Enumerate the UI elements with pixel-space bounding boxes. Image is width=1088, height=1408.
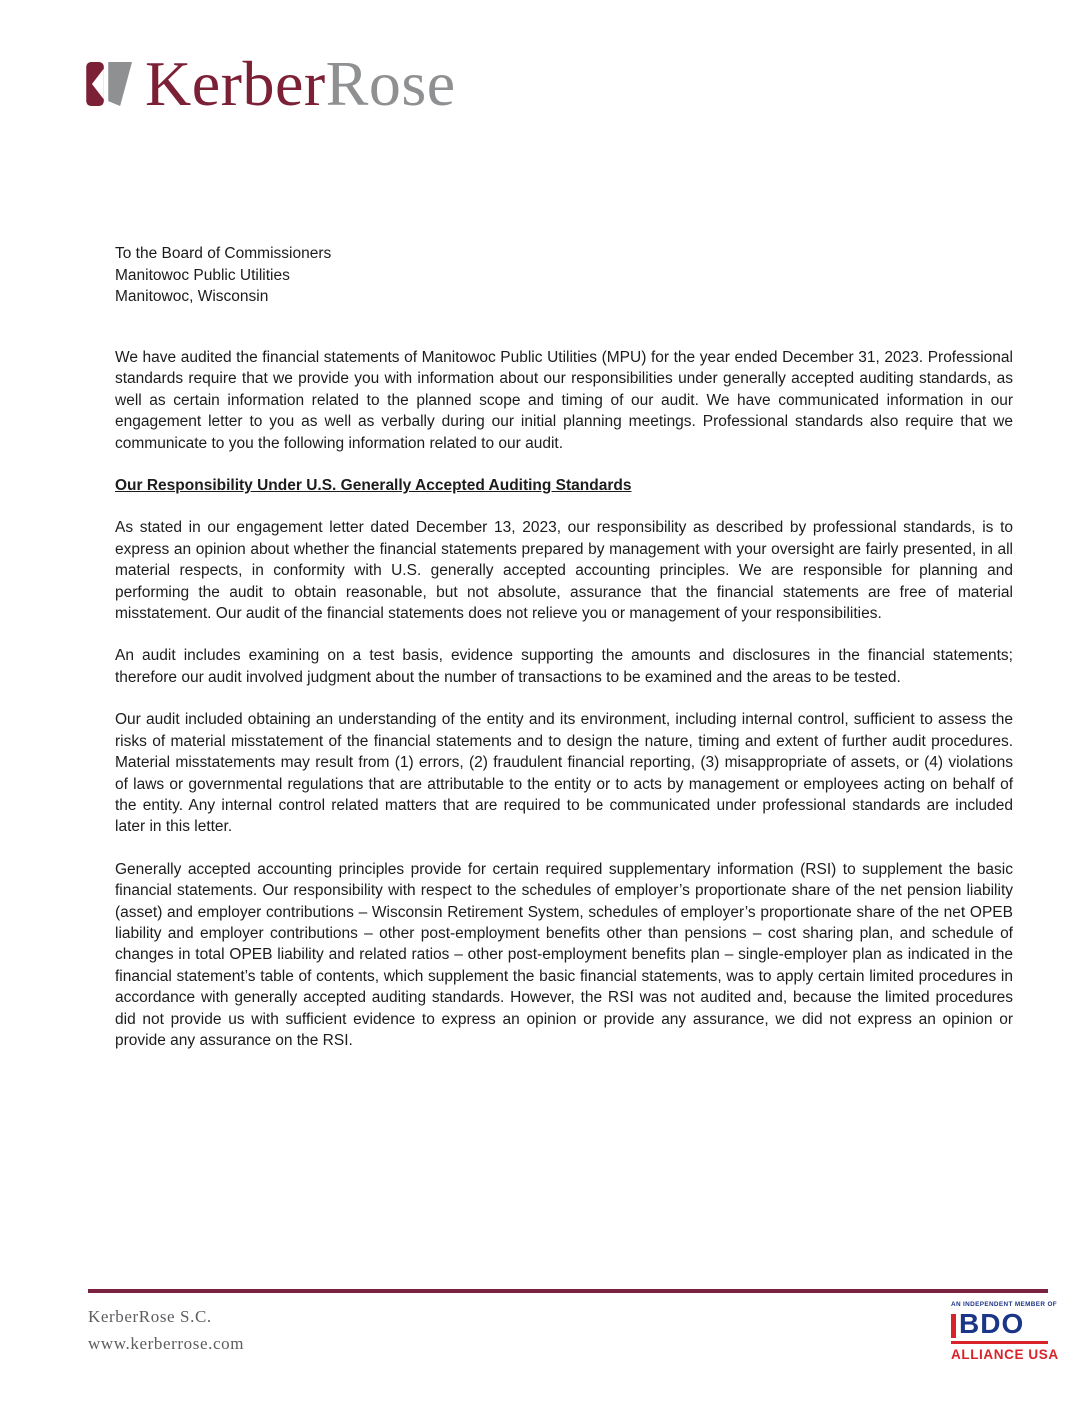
footer-website: www.kerberrose.com <box>88 1334 245 1353</box>
bdo-red-rule <box>951 1341 1048 1344</box>
section-paragraph-1: As stated in our engagement letter dated December 13, 2023, our responsibility as described by professional standards, is to express an opinion about whether the financial statements prepared by management with your oversight are fairly presented, in all material respects, in conformity with U.S. generally accepted accounting principles. We are responsible for planning and performing the audit to obtain reasonable, but not absolute, assurance that the financial statements are free of material misstatement. Our audit of the financial statements does not relieve you or management of your responsibilities. <box>115 519 1013 623</box>
intro-paragraph: We have audited the financial statements of Manitowoc Public Utilities (MPU) for the year ended December 31, 2023. Professional standards require that we provide you with information about our responsibilities under generally accepted auditing standards, as well as certain information related to the planned scope and timing of our audit. We have communicated information in our engagement letter to you as well as verbally during our initial planning meetings. Professional standards also require that we communicate to you the following information related to our audit. <box>115 349 1013 452</box>
section-paragraph-3: Our audit included obtaining an understanding of the entity and its environment, including internal control, sufficient to assess the risks of material misstatement of the financial statements and to design the nature, timing and extent of further audit procedures. Material misstatements may result from (1) errors, (2) fraudulent financial reporting, (3) misappropriate of assets, or (4) violations of laws or governmental regulations that are attributable to the entity or to acts by management or employees acting on behalf of the entity. Any internal control related matters that are required to be communicated under professional standards are included later in this letter. <box>115 711 1013 836</box>
footer-firm-info <box>88 1303 244 1357</box>
bdo-wordmark-row <box>951 1310 1048 1338</box>
recipient-line-3: Manitowoc, Wisconsin <box>115 288 269 305</box>
kerberrose-k-mark-icon <box>86 62 134 106</box>
section-heading: Our Responsibility Under U.S. Generally Accepted Auditing Standards <box>115 477 632 495</box>
recipient-line-2: Manitowoc Public Utilities <box>115 266 290 284</box>
bdo-alliance-text: ALLIANCE USA <box>951 1347 1059 1362</box>
letter-body <box>115 347 1013 1072</box>
logo-text-kerber: Kerber <box>145 48 326 119</box>
section-paragraph-4: Generally accepted accounting principles provide for certain required supplementary information (RSI) to supplement the basic financial statements. Our responsibility with respect to the schedules of employer’s proportionate share of the net pension liability (asset) and employer contributions – Wisconsin Retirement System, schedules of employer’s proportionate share of the net OPEB liability and employer contributions – other post-employment benefits other than pensions – cost sharing plan, and schedule of changes in total OPEB liability and related ratios – other post-employment benefits plan – single-employer plan as indicated in the financial statement’s table of contents, which supplement the basic financial statements, was to apply certain limited procedures in accordance with generally accepted auditing standards. However, the RSI was not audited and, because the limited procedures did not provide us with sufficient evidence to express an opinion or provide any assurance, we did not express an opinion or provide any assurance on the RSI. <box>115 860 1013 1049</box>
kerberrose-logo-text <box>145 48 456 119</box>
recipient-address-block <box>115 243 331 308</box>
bdo-wordmark: BDO <box>959 1308 1025 1339</box>
footer-divider-rule <box>88 1289 1048 1293</box>
kerberrose-logo <box>86 48 456 119</box>
recipient-line-1: To the Board of Commissioners <box>115 245 332 262</box>
logo-text-rose: Rose <box>325 48 456 119</box>
section-paragraph-2: An audit includes examining on a test basis, evidence supporting the amounts and disclosures in the financial statements; therefore our audit involved judgment about the number of transactions to be examined and the areas to be tested. <box>115 647 1013 686</box>
bdo-red-bar-icon <box>951 1314 956 1338</box>
bdo-alliance-logo <box>951 1301 1059 1362</box>
footer-company-name: KerberRose S.C. <box>88 1307 212 1326</box>
bdo-member-text: AN INDEPENDENT MEMBER OF <box>951 1301 1058 1308</box>
